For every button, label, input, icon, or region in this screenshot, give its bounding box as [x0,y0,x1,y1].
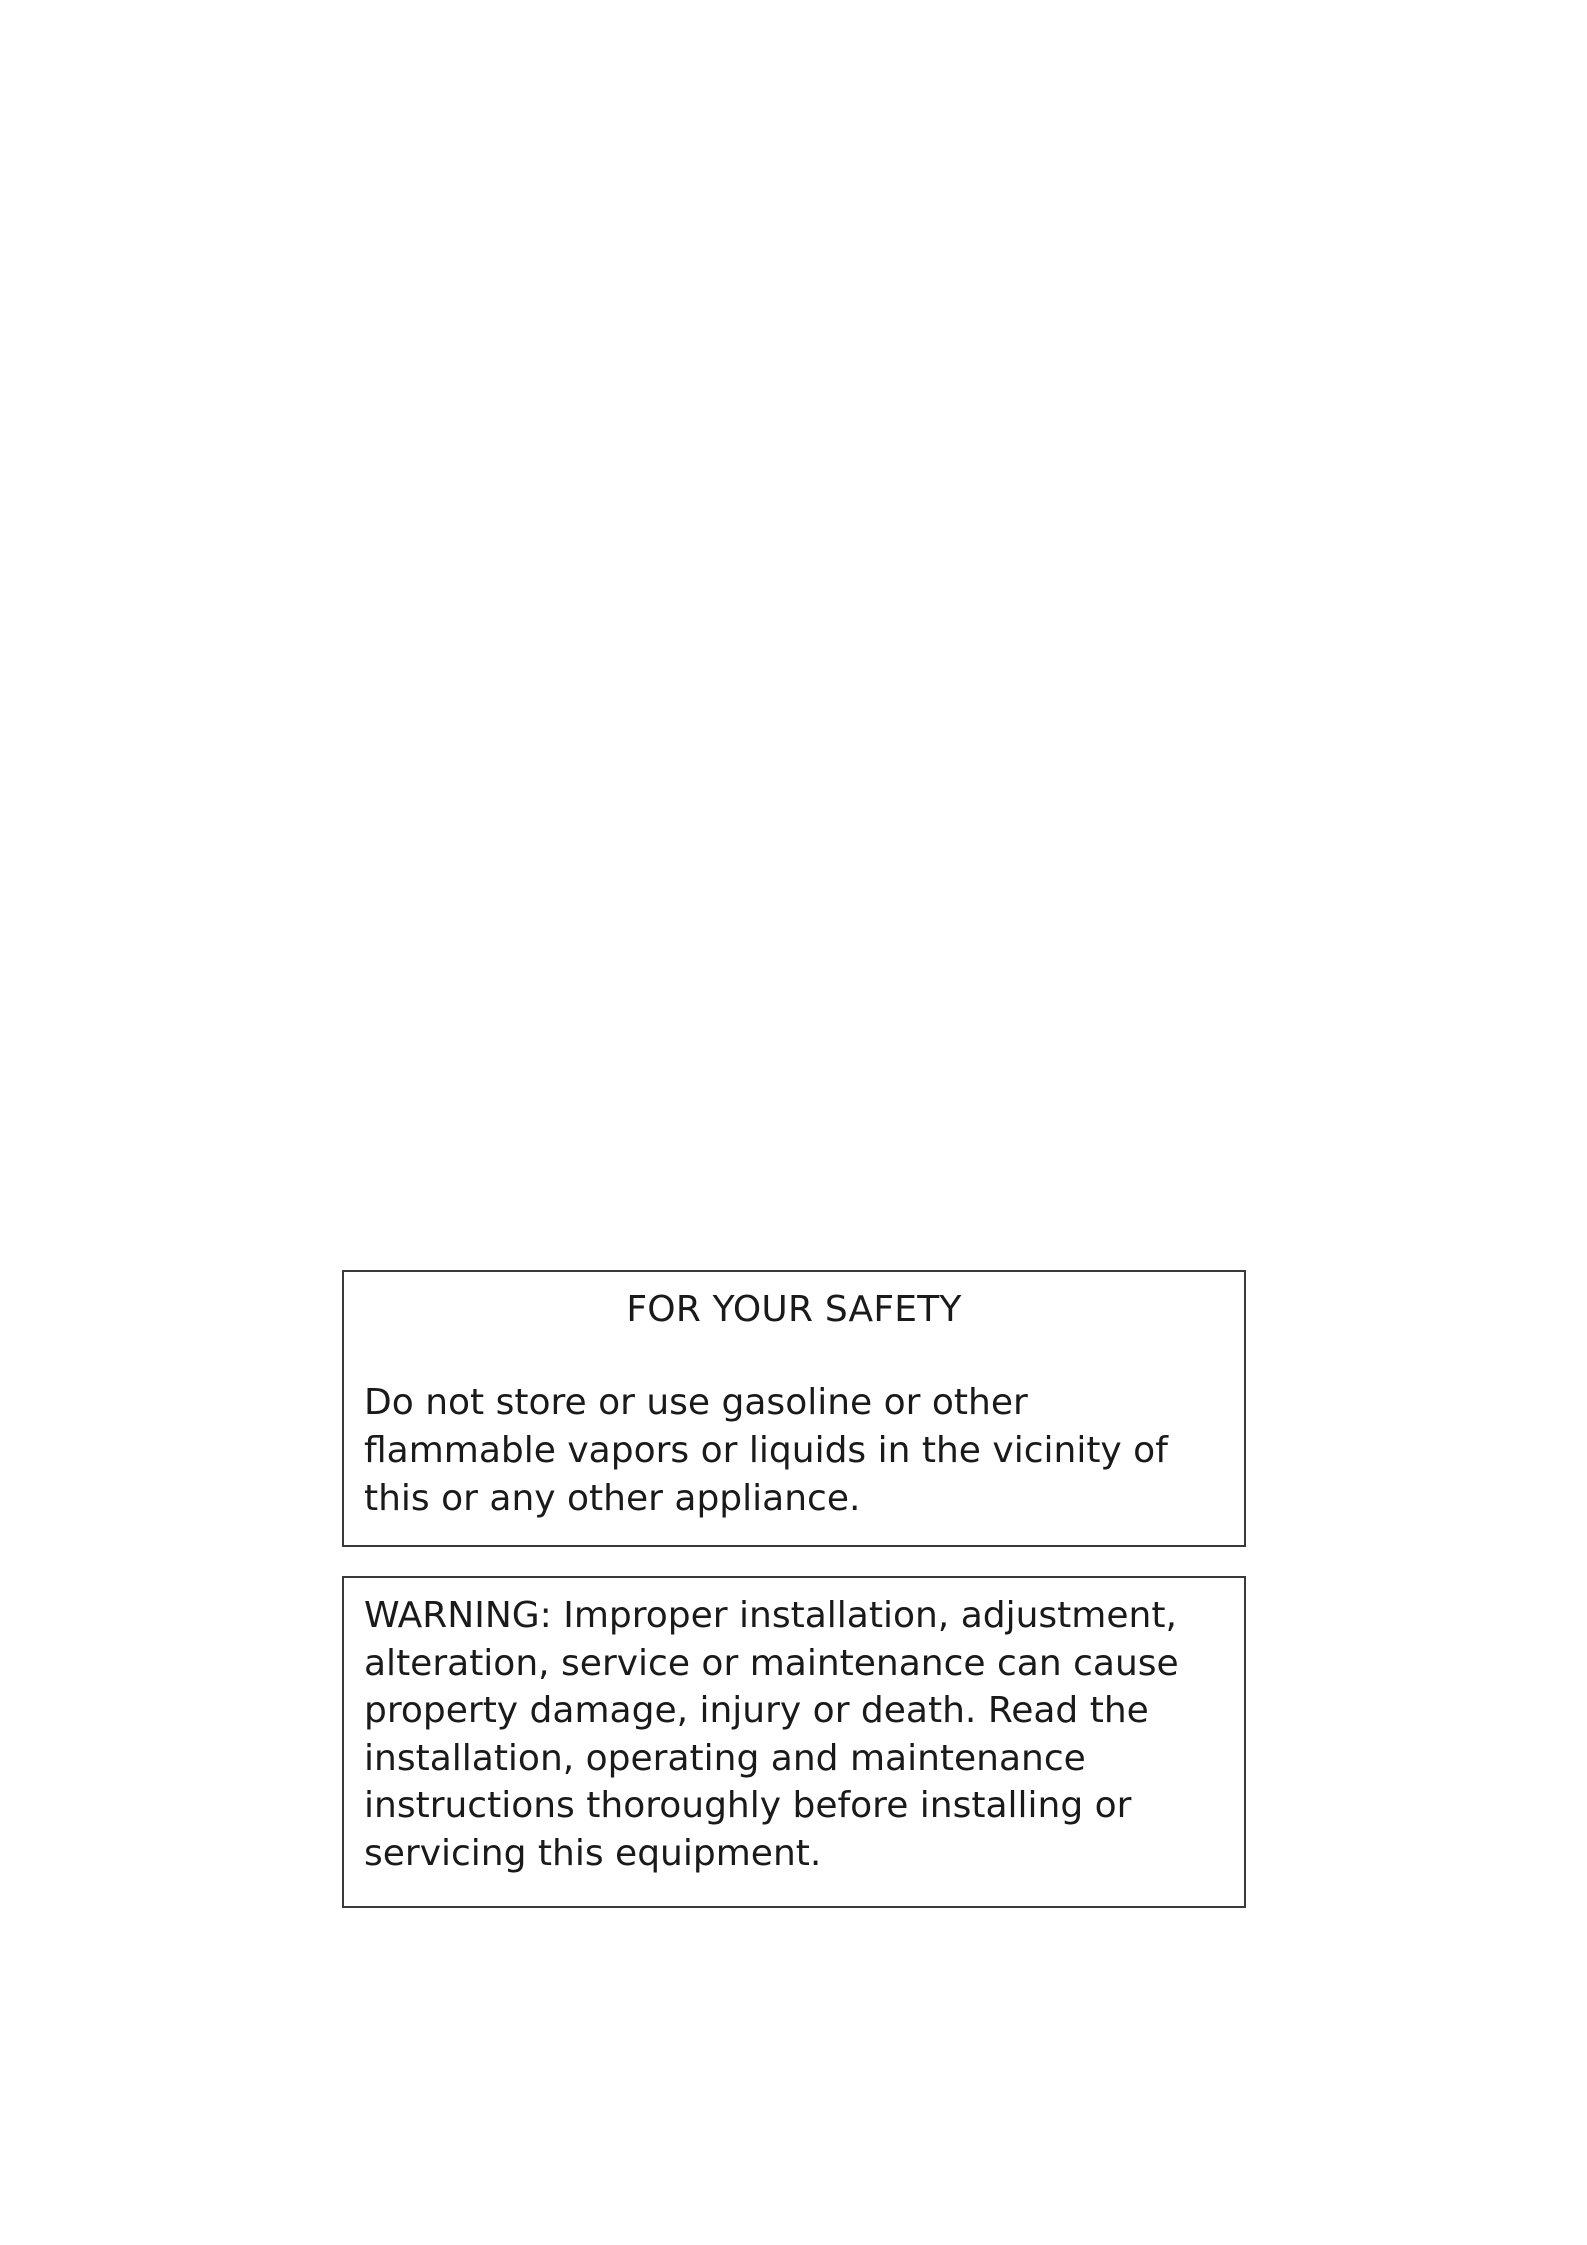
safety-title: FOR YOUR SAFETY [626,1289,962,1330]
warning-notice-box [342,1576,1246,1908]
warning-text: WARNING: Improper installation, adjustment, alteration, service or maintenance can cause property damage, injury or death. Read the installation, operating and maintenance instructions thoroughly before installing or servicing this equipment. [364,1595,1179,1874]
safety-notice-box [342,1270,1246,1547]
safety-text: Do not store or use gasoline or other flammable vapors or liquids in the vicinity of this or any other appliance. [364,1382,1168,1519]
